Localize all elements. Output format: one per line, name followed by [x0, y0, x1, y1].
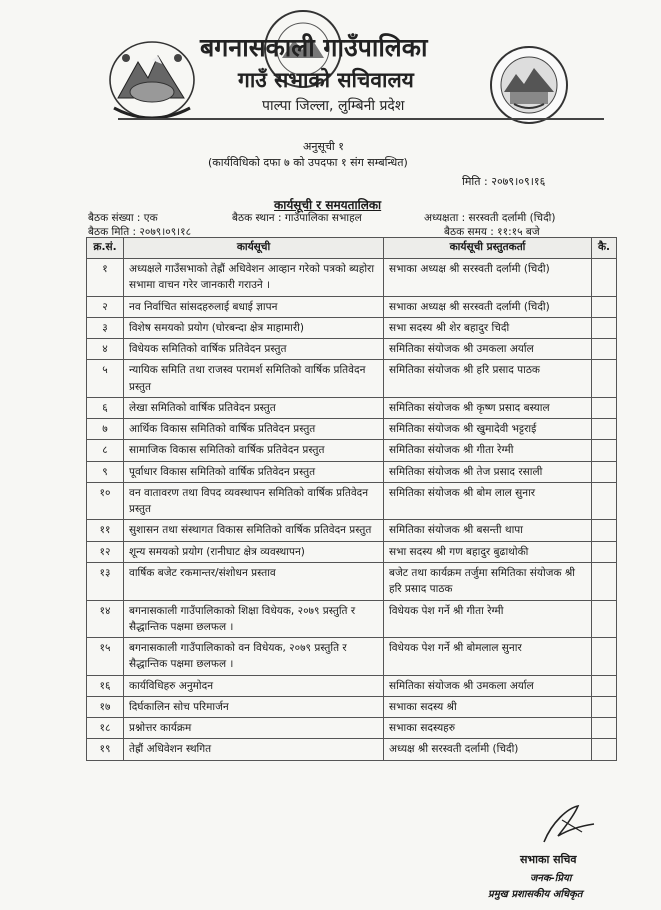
table-row — [87, 419, 617, 440]
table-row — [87, 317, 617, 338]
serial-cell: १७ — [87, 696, 124, 717]
agenda-cell: वार्षिक बजेट रकमान्तर/संशोधन प्रस्ताव — [124, 562, 384, 600]
agenda-cell: सुशासन तथा संस्थागत विकास समितिको वार्षिक प्रतिवेदन प्रस्तुत — [124, 520, 384, 541]
serial-cell: ८ — [87, 440, 124, 461]
table-row — [87, 541, 617, 562]
serial-cell: ४ — [87, 339, 124, 360]
remarks-cell — [592, 296, 617, 317]
remarks-cell — [592, 638, 617, 676]
nepal-emblem-logo — [104, 38, 200, 124]
remarks-cell — [592, 718, 617, 739]
table-row — [87, 520, 617, 541]
serial-cell: ३ — [87, 317, 124, 338]
meeting-chair: अध्यक्षता : सरस्वती दर्लामी (चिदी) — [424, 212, 556, 224]
presenter-cell: समितिका संयोजक श्री बोम लाल सुनार — [384, 482, 592, 520]
header-presenter: कार्यसूची प्रस्तुतकर्ता — [384, 238, 592, 259]
presenter-cell: सभाका सदस्यहरु — [384, 718, 592, 739]
meeting-date: बैठक मिति : २०७९।०९।१८ — [88, 226, 192, 238]
remarks-cell — [592, 339, 617, 360]
presenter-cell: समितिका संयोजक श्री कृष्ण प्रसाद बस्याल — [384, 397, 592, 418]
presenter-cell: समितिका संयोजक श्री तेज प्रसाद रसाली — [384, 461, 592, 482]
serial-cell: १५ — [87, 638, 124, 676]
presenter-cell: समितिका संयोजक श्री गीता रेग्मी — [384, 440, 592, 461]
stamp-name: जनक-प्रिया — [530, 873, 572, 884]
signature-mark — [538, 802, 598, 848]
schedule-number: अनुसूची १ — [303, 140, 344, 153]
remarks-cell — [592, 520, 617, 541]
serial-cell: १४ — [87, 600, 124, 638]
presenter-cell: सभा सदस्य श्री गण बहादुर बुढाथोकी — [384, 541, 592, 562]
address-line: पाल्पा जिल्ला, लुम्बिनी प्रदेश — [262, 98, 405, 114]
agenda-cell: अध्यक्षले गाउँसभाको तेह्रौं अधिवेशन आव्हान गरेको पत्रको ब्यहोरा सभामा वाचन गरेर जानकारी गराउने । — [124, 259, 384, 297]
header-divider — [118, 118, 604, 120]
agenda-cell: लेखा समितिको वार्षिक प्रतिवेदन प्रस्तुत — [124, 397, 384, 418]
municipality-logo — [488, 44, 570, 126]
agenda-cell: आर्थिक विकास समितिको वार्षिक प्रतिवेदन प्रस्तुत — [124, 419, 384, 440]
remarks-cell — [592, 600, 617, 638]
presenter-cell: सभाका सदस्य श्री — [384, 696, 592, 717]
presenter-cell: सभा सदस्य श्री शेर बहादुर चिदी — [384, 317, 592, 338]
agenda-cell: तेह्रौं अधिवेशन स्थगित — [124, 739, 384, 760]
agenda-cell: शून्य समयको प्रयोग (रानीघाट क्षेत्र व्यवस्थापन) — [124, 541, 384, 562]
presenter-cell: विधेयक पेश गर्ने श्री बोमलाल सुनार — [384, 638, 592, 676]
agenda-cell: बगनासकाली गाउँपालिकाको वन विधेयक, २०७९ प्रस्तुति र सैद्धान्तिक पक्षमा छलफल । — [124, 638, 384, 676]
agenda-cell: सामाजिक विकास समितिको वार्षिक प्रतिवेदन प्रस्तुत — [124, 440, 384, 461]
agenda-table-body — [87, 259, 617, 761]
agenda-cell: बगनासकाली गाउँपालिकाको शिक्षा विधेयक, २०७९ प्रस्तुति र सैद्धान्तिक पक्षमा छलफल । — [124, 600, 384, 638]
remarks-cell — [592, 440, 617, 461]
remarks-cell — [592, 419, 617, 440]
table-row — [87, 259, 617, 297]
agenda-cell: न्यायिक समिति तथा राजस्व परामर्श समितिको वार्षिक प्रतिवेदन प्रस्तुत — [124, 360, 384, 398]
presenter-cell: बजेट तथा कार्यक्रम तर्जुमा समितिका संयोजक श्री हरि प्रसाद पाठक — [384, 562, 592, 600]
table-row — [87, 360, 617, 398]
presenter-cell: समितिका संयोजक श्री बसन्ती थापा — [384, 520, 592, 541]
table-row — [87, 675, 617, 696]
agenda-cell: कार्यविधिहरु अनुमोदन — [124, 675, 384, 696]
serial-cell: १९ — [87, 739, 124, 760]
header-serial: क्र.सं. — [87, 238, 124, 259]
table-row — [87, 696, 617, 717]
remarks-cell — [592, 696, 617, 717]
stamp-designation: प्रमुख प्रशासकीय अधिकृत — [488, 889, 583, 900]
table-row — [87, 600, 617, 638]
table-row — [87, 739, 617, 760]
remarks-cell — [592, 259, 617, 297]
issue-date: मिति : २०७९।०९।१६ — [462, 175, 546, 188]
remarks-cell — [592, 739, 617, 760]
serial-cell: १६ — [87, 675, 124, 696]
remarks-cell — [592, 482, 617, 520]
agenda-table — [86, 237, 617, 761]
presenter-cell: समितिका संयोजक श्री हरि प्रसाद पाठक — [384, 360, 592, 398]
table-row — [87, 638, 617, 676]
remarks-cell — [592, 397, 617, 418]
presenter-cell: समितिका संयोजक श्री खुमादेवी भट्टराई — [384, 419, 592, 440]
serial-cell: १२ — [87, 541, 124, 562]
assembly-secretariat-title: गाउँ सभाको सचिवालय — [238, 68, 414, 92]
table-row — [87, 440, 617, 461]
presenter-cell: विधेयक पेश गर्ने श्री गीता रेग्मी — [384, 600, 592, 638]
presenter-cell: सभाका अध्यक्ष श्री सरस्वती दर्लामी (चिदी) — [384, 296, 592, 317]
header-agenda: कार्यसूची — [124, 238, 384, 259]
serial-cell: १ — [87, 259, 124, 297]
agenda-cell: वन वातावरण तथा विपद व्यवस्थापन समितिको वार्षिक प्रतिवेदन प्रस्तुत — [124, 482, 384, 520]
serial-cell: ११ — [87, 520, 124, 541]
presenter-cell: समितिका संयोजक श्री उमकला अर्याल — [384, 339, 592, 360]
table-row — [87, 482, 617, 520]
serial-cell: १० — [87, 482, 124, 520]
table-row — [87, 562, 617, 600]
agenda-cell: नव निर्वाचित सांसदहरुलाई बधाई ज्ञापन — [124, 296, 384, 317]
table-row — [87, 718, 617, 739]
remarks-cell — [592, 562, 617, 600]
presenter-cell: समितिका संयोजक श्री उमकला अर्याल — [384, 675, 592, 696]
serial-cell: ७ — [87, 419, 124, 440]
presenter-cell: अध्यक्ष श्री सरस्वती दर्लामी (चिदी) — [384, 739, 592, 760]
schedule-note: (कार्यविधिको दफा ७ को उपदफा १ संग सम्बन्धित) — [208, 156, 408, 169]
serial-cell: १३ — [87, 562, 124, 600]
municipality-title: बगनासकाली गाउँपालिका — [200, 33, 428, 62]
meeting-number: बैठक संख्या : एक — [88, 212, 158, 224]
secretary-title: सभाका सचिव — [520, 853, 577, 866]
agenda-cell: विधेयक समितिको वार्षिक प्रतिवेदन प्रस्तुत — [124, 339, 384, 360]
agenda-cell: विशेष समयको प्रयोग (घोरबन्दा क्षेत्र माहामारी) — [124, 317, 384, 338]
table-row — [87, 296, 617, 317]
table-header-row — [87, 238, 617, 259]
meeting-venue: बैठक स्थान : गाउँपालिका सभाहल — [232, 212, 362, 224]
serial-cell: १८ — [87, 718, 124, 739]
serial-cell: २ — [87, 296, 124, 317]
remarks-cell — [592, 541, 617, 562]
presenter-cell: सभाका अध्यक्ष श्री सरस्वती दर्लामी (चिदी) — [384, 259, 592, 297]
agenda-cell: दिर्घकालिन सोच परिमार्जन — [124, 696, 384, 717]
table-row — [87, 461, 617, 482]
serial-cell: ५ — [87, 360, 124, 398]
remarks-cell — [592, 317, 617, 338]
meeting-time: बैठक समय : ११:१५ बजे — [444, 226, 540, 238]
table-row — [87, 339, 617, 360]
remarks-cell — [592, 360, 617, 398]
serial-cell: ६ — [87, 397, 124, 418]
remarks-cell — [592, 461, 617, 482]
remarks-cell — [592, 675, 617, 696]
header-remarks: कै. — [592, 238, 617, 259]
agenda-cell: पूर्वाधार विकास समितिको वार्षिक प्रतिवेदन प्रस्तुत — [124, 461, 384, 482]
table-row — [87, 397, 617, 418]
agenda-heading: कार्यसूची र समयतालिका — [274, 198, 382, 212]
serial-cell: ९ — [87, 461, 124, 482]
agenda-cell: प्रश्नोत्तर कार्यक्रम — [124, 718, 384, 739]
